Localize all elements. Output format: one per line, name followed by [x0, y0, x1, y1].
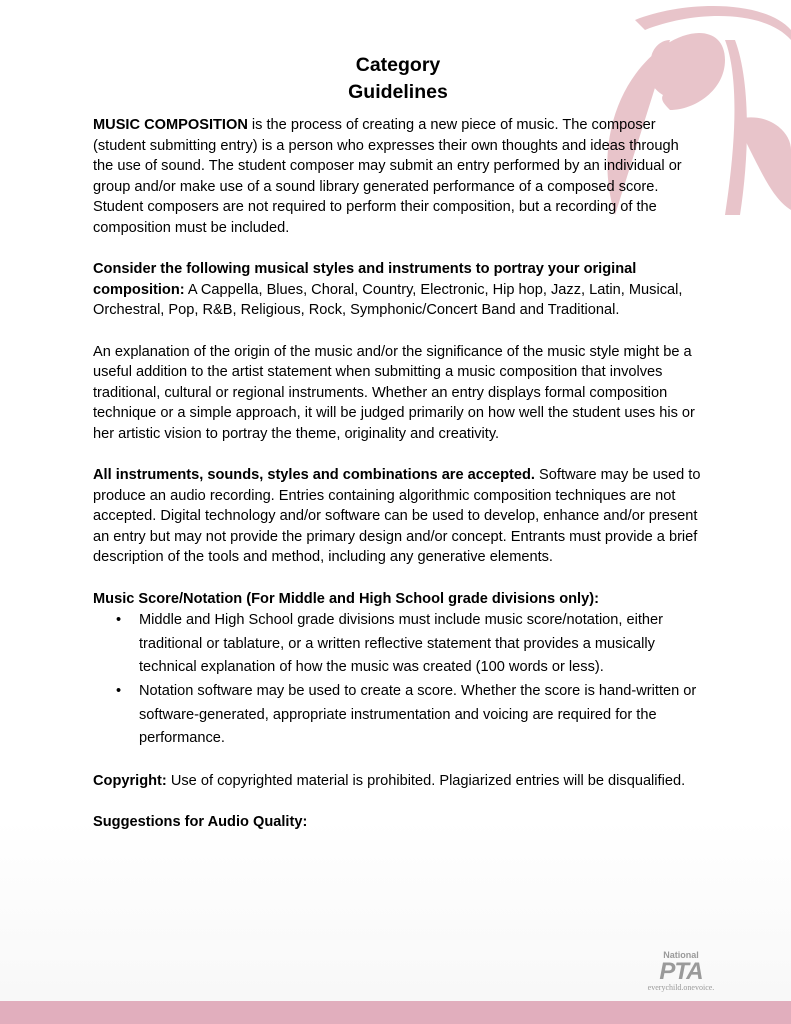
logo-pta-text: PTA: [659, 958, 703, 985]
national-pta-logo: [640, 950, 722, 993]
footer-bar: [0, 1001, 791, 1024]
copyright-paragraph: [93, 771, 703, 792]
bullet-icon: •: [116, 612, 122, 629]
title-line-2: Guidelines: [348, 81, 448, 103]
logo-tagline: everychild.onevoice.: [647, 983, 715, 992]
audio-quality-heading: Suggestions for Audio Quality:: [93, 814, 308, 830]
copyright-text: Use of copyrighted material is prohibited. Plagiarized entries will be disqualified.: [166, 772, 686, 789]
list-item: [116, 680, 703, 751]
copyright-lead: Copyright:: [93, 772, 167, 789]
score-bullet-list: [93, 609, 703, 751]
styles-text: A Cappella, Blues, Choral, Country, Electronic, Hip hop, Jazz, Latin, Musical, Orchestral, Pop, R&B, Religious, Rock, Symphonic/Concert Band and Traditional.: [93, 281, 683, 319]
list-item-text: Notation software may be used to create a score. Whether the score is hand-written or software-generated, appropriate instrumentation and voicing are required for the performance.: [139, 683, 697, 747]
styles-lead: Consider the following musical styles and instruments to portray your original composition:: [93, 261, 637, 298]
instruments-lead: All instruments, sounds, styles and combinations are accepted.: [93, 467, 535, 484]
document-body: [93, 52, 703, 833]
intro-text: is the process of creating a new piece of music. The composer (student submitting entry) is a person who expresses their own thoughts and ideas through the use of sound. The student composer may submit an entry performed by an individual or group and/or make use of a sound library generated performance of a composed score. Student composers are not required to perform their composition, but a recording of the composition must be included.: [93, 117, 682, 236]
intro-lead: MUSIC COMPOSITION: [93, 117, 248, 133]
intro-paragraph: [93, 115, 703, 239]
page-title: [93, 52, 703, 106]
logo-national-text: National: [663, 950, 699, 960]
score-heading: Music Score/Notation (For Middle and High School grade divisions only):: [93, 590, 599, 607]
instruments-text: Software may be used to produce an audio recording. Entries containing algorithmic composition techniques are not accepted. Digital technology and/or software can be used to develop, enhance and/or present an entry but may not provide the primary design and/or concept. Entrants must provide a brief description of the tools and method, including any generative elements.: [93, 467, 701, 566]
bullet-icon: •: [116, 683, 122, 700]
list-item: [116, 609, 703, 680]
title-line-1: Category: [355, 54, 441, 76]
explanation-paragraph: An explanation of the origin of the music and/or the significance of the music style might be a useful addition to the artist statement when submitting a music composition that involves traditional, cultural or regional instruments. Whether an entry displays formal composition technique or a simple approach, it will be judged primarily on how well the student uses his or her artistic vision to portray the theme, originality and creativity.: [93, 343, 695, 442]
list-item-text: Middle and High School grade divisions must include music score/notation, either traditional or tablature, or a written reflective statement that provides a musically technical explanation of how the music was created (100 words or less).: [139, 612, 664, 676]
instruments-paragraph: [93, 465, 703, 568]
styles-paragraph: [93, 259, 703, 321]
